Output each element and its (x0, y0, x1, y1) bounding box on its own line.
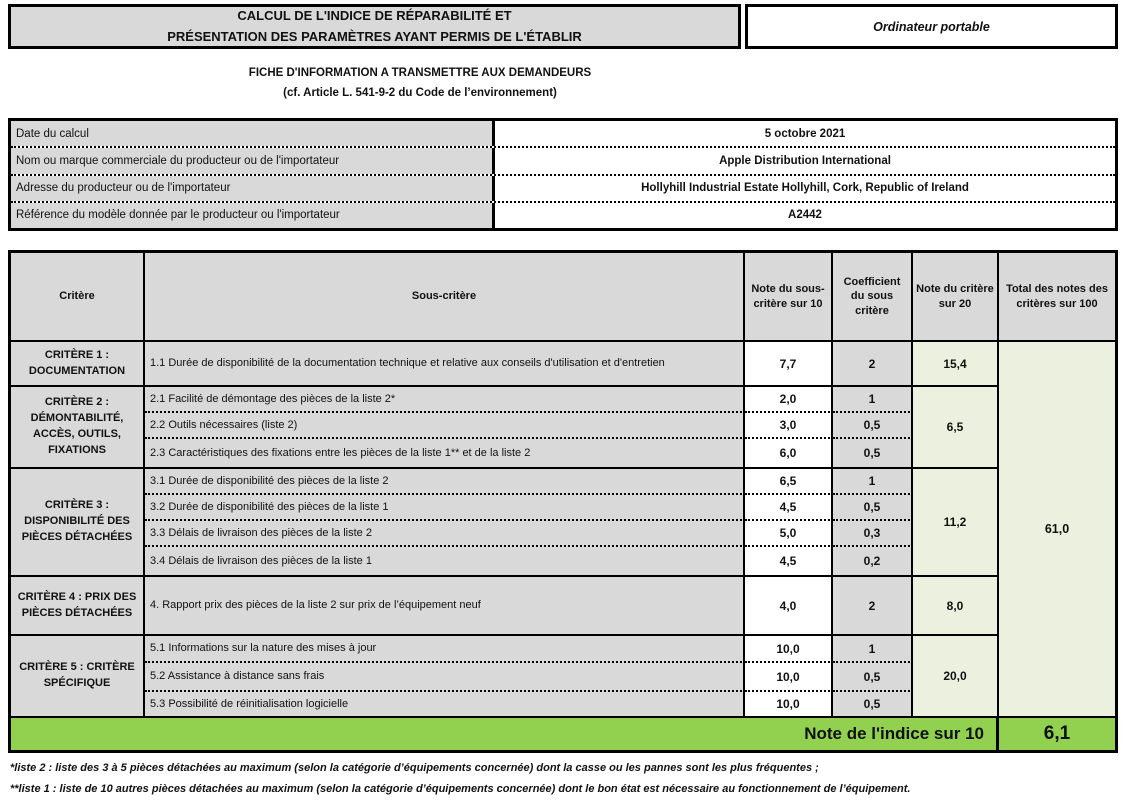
info-row-date (11, 121, 1115, 148)
note10-5-1: 10,0 (745, 636, 833, 663)
info-label-producer-name: Nom ou marque commerciale du producteur ou de l'importateur (11, 148, 495, 173)
critere-5-label: CRITÈRE 5 : CRITÈRE SPÉCIFIQUE (11, 636, 145, 718)
coef-3-4: 0,2 (833, 547, 913, 577)
note10-3-4: 4,5 (745, 547, 833, 577)
note10-5-3: 10,0 (745, 692, 833, 718)
info-value-date: 5 octobre 2021 (764, 127, 846, 140)
note20-critere-5: 20,0 (913, 636, 999, 718)
critere-2-label: CRITÈRE 2 : DÉMONTABILITÉ, ACCÈS, OUTILS, FIXATIONS (11, 387, 145, 469)
sous-critere-3-2: 3.2 Durée de disponibilité des pièces de la liste 1 (145, 495, 745, 521)
sous-critere-3-1: 3.1 Durée de disponibilité des pièces de la liste 2 (145, 469, 745, 495)
note10-2-1: 2,0 (745, 387, 833, 413)
final-score-value: 6,1 (999, 718, 1115, 750)
coef-3-2: 0,5 (833, 495, 913, 521)
critere-3-label: CRITÈRE 3 : DISPONIBILITÉ DES PIÈCES DÉTACHÉES (11, 469, 145, 577)
info-row-model-reference (11, 203, 1115, 228)
coef-2-3: 0,5 (833, 439, 913, 469)
col-header-critere: Critère (11, 253, 145, 342)
sous-critere-5-3: 5.3 Possibilité de réinitialisation logicielle (145, 692, 745, 718)
device-type-box (745, 4, 1118, 49)
scoring-table (8, 250, 1118, 753)
info-row-producer-address (11, 176, 1115, 203)
footnote-liste-2: *liste 2 : liste des 3 à 5 pièces détachées au maximum (selon la catégorie d’équipements concernée) dont la casse ou les pannes sont les plus fréquentes ; (10, 762, 819, 774)
device-type-label: Ordinateur portable (873, 19, 990, 34)
subtitle-line2: (cf. Article L. 541-9-2 du Code de l’environnement) (283, 87, 557, 100)
col-header-total: Total des notes des critères sur 100 (999, 253, 1115, 342)
critere-1-label: CRITÈRE 1 : DOCUMENTATION (11, 342, 145, 387)
note20-critere-1: 15,4 (913, 342, 999, 387)
coef-5-3: 0,5 (833, 692, 913, 718)
info-value-producer-address: Hollyhill Industrial Estate Hollyhill, Cork, Republic of Ireland (641, 182, 969, 195)
sous-critere-5-2: 5.2 Assistance à distance sans frais (145, 663, 745, 692)
sous-critere-4: 4. Rapport prix des pièces de la liste 2 sur prix de l’équipement neuf (145, 577, 745, 636)
note20-critere-3: 11,2 (913, 469, 999, 577)
critere-4-label: CRITÈRE 4 : PRIX DES PIÈCES DÉTACHÉES (11, 577, 145, 636)
sous-critere-3-3: 3.3 Délais de livraison des pièces de la liste 2 (145, 521, 745, 547)
coef-1-1: 2 (833, 342, 913, 387)
note10-2-3: 6,0 (745, 439, 833, 469)
total-sur-100: 61,0 (999, 342, 1115, 718)
note10-5-2: 10,0 (745, 663, 833, 692)
document-title-line2: PRÉSENTATION DES PARAMÈTRES AYANT PERMIS DE L'ÉTABLIR (167, 28, 582, 44)
col-header-coefficient: Coefficient du sous critère (833, 253, 913, 342)
info-label-date: Date du calcul (11, 121, 495, 146)
sous-critere-5-1: 5.1 Informations sur la nature des mises à jour (145, 636, 745, 663)
info-value-model-reference: A2442 (788, 209, 822, 222)
subtitle-line1: FICHE D'INFORMATION A TRANSMETTRE AUX DEMANDEURS (248, 67, 592, 79)
sous-critere-2-2: 2.2 Outils nécessaires (liste 2) (145, 413, 745, 439)
note20-critere-2: 6,5 (913, 387, 999, 469)
note10-1-1: 7,7 (745, 342, 833, 387)
coef-4: 2 (833, 577, 913, 636)
coef-5-1: 1 (833, 636, 913, 663)
coef-2-2: 0,5 (833, 413, 913, 439)
info-label-model-reference: Référence du modèle donnée par le producteur ou l'importateur (11, 203, 495, 228)
note10-3-2: 4,5 (745, 495, 833, 521)
col-header-note-critere: Note du critère sur 20 (913, 253, 999, 342)
final-score-label: Note de l'indice sur 10 (11, 718, 999, 750)
info-value-producer-name: Apple Distribution International (719, 154, 891, 167)
coef-3-1: 1 (833, 469, 913, 495)
document-title-line1: CALCUL DE L'INDICE DE RÉPARABILITÉ ET (237, 8, 512, 24)
col-header-note-sous-critere: Note du sous-critère sur 10 (745, 253, 833, 342)
note10-3-3: 5,0 (745, 521, 833, 547)
sous-critere-2-3: 2.3 Caractéristiques des fixations entre les pièces de la liste 1** et de la liste 2 (145, 439, 745, 469)
note20-critere-4: 8,0 (913, 577, 999, 636)
note10-3-1: 6,5 (745, 469, 833, 495)
document-title (8, 4, 741, 49)
sous-critere-2-1: 2.1 Facilité de démontage des pièces de la liste 2* (145, 387, 745, 413)
producer-info-table (8, 118, 1118, 231)
footnotes (10, 758, 1122, 801)
coef-2-1: 1 (833, 387, 913, 413)
note10-2-2: 3,0 (745, 413, 833, 439)
info-label-producer-address: Adresse du producteur ou de l'importateur (11, 176, 495, 201)
sous-critere-1-1: 1.1 Durée de disponibilité de la documentation technique et relative aux conseils d'utilisation et d'entretien (145, 342, 745, 387)
info-row-producer-name (11, 148, 1115, 175)
note10-4: 4,0 (745, 577, 833, 636)
coef-3-3: 0,3 (833, 521, 913, 547)
coef-5-2: 0,5 (833, 663, 913, 692)
sous-critere-3-4: 3.4 Délais de livraison des pièces de la liste 1 (145, 547, 745, 577)
subtitle (0, 63, 840, 103)
footnote-liste-1: **liste 1 : liste de 10 autres pièces détachées au maximum (selon la catégorie d’équipements concernée) dont le bon état est nécessaire au fonctionnement de l’équipement. (10, 783, 911, 796)
col-header-sous-critere: Sous-critère (145, 253, 745, 342)
